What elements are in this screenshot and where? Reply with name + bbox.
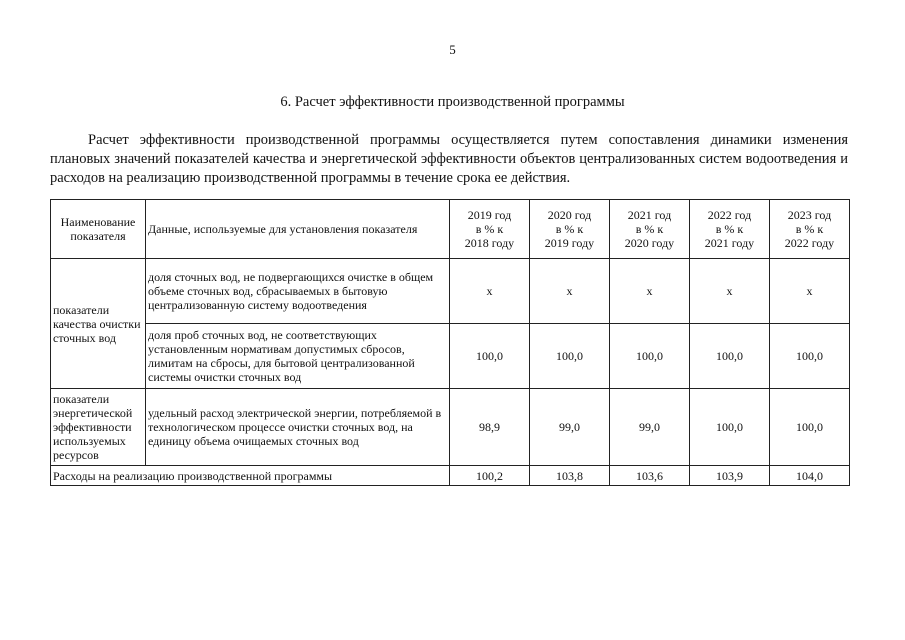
row-value: 100,0 — [770, 389, 850, 466]
table-row — [51, 324, 850, 389]
efficiency-table — [50, 199, 850, 486]
total-value: 104,0 — [770, 466, 850, 486]
total-value: 103,8 — [530, 466, 610, 486]
intro-paragraph: Расчет эффективности производственной программы осуществляется путем сопоставления динамики изменения плановых значений показателей качества и энергетической эффективности объектов централизованных систем водоотведения и расходов на реализацию производственной программы в течение срока ее действия. — [50, 132, 848, 186]
header-year-2022: 2022 год в % к 2021 году — [690, 200, 770, 259]
table-row — [51, 389, 850, 466]
row-value: 100,0 — [690, 324, 770, 389]
row-value: 99,0 — [530, 389, 610, 466]
header-name: Наименование показателя — [51, 200, 146, 259]
total-value: 103,9 — [690, 466, 770, 486]
row-value: х — [610, 259, 690, 324]
total-value: 100,2 — [450, 466, 530, 486]
row-value: 98,9 — [450, 389, 530, 466]
total-value: 103,6 — [610, 466, 690, 486]
page-number: 5 — [449, 42, 456, 57]
row-value: х — [450, 259, 530, 324]
group-quality: показатели качества очистки сточных вод — [51, 259, 146, 389]
header-data: Данные, используемые для установления показателя — [146, 200, 450, 259]
table-header-row — [51, 200, 850, 259]
row-description: удельный расход электрической энергии, потребляемой в технологическом процессе очистки сточных вод, на единицу объема очищаемых сточных вод — [146, 389, 450, 466]
row-description: доля сточных вод, не подвергающихся очистке в общем объеме сточных вод, сбрасываемых в бытовую централизованную систему водоотведения — [146, 259, 450, 324]
row-value: х — [530, 259, 610, 324]
header-year-2019: 2019 год в % к 2018 году — [450, 200, 530, 259]
row-description: доля проб сточных вод, не соответствующих установленным нормативам допустимых сбросов, лимитам на сбросы, для бытовой централизованной системы очистки сточных вод — [146, 324, 450, 389]
row-value: 100,0 — [450, 324, 530, 389]
total-row — [51, 466, 850, 486]
section-title: 6. Расчет эффективности производственной программы — [280, 94, 625, 110]
table-row — [51, 259, 850, 324]
header-year-2020: 2020 год в % к 2019 году — [530, 200, 610, 259]
row-value: х — [770, 259, 850, 324]
row-value: 100,0 — [530, 324, 610, 389]
total-label: Расходы на реализацию производственной программы — [51, 466, 450, 486]
row-value: 99,0 — [610, 389, 690, 466]
row-value: 100,0 — [770, 324, 850, 389]
row-value: х — [690, 259, 770, 324]
row-value: 100,0 — [610, 324, 690, 389]
header-year-2023: 2023 год в % к 2022 году — [770, 200, 850, 259]
group-energy: показатели энергетической эффективности используемых ресурсов — [51, 389, 146, 466]
row-value: 100,0 — [690, 389, 770, 466]
header-year-2021: 2021 год в % к 2020 году — [610, 200, 690, 259]
